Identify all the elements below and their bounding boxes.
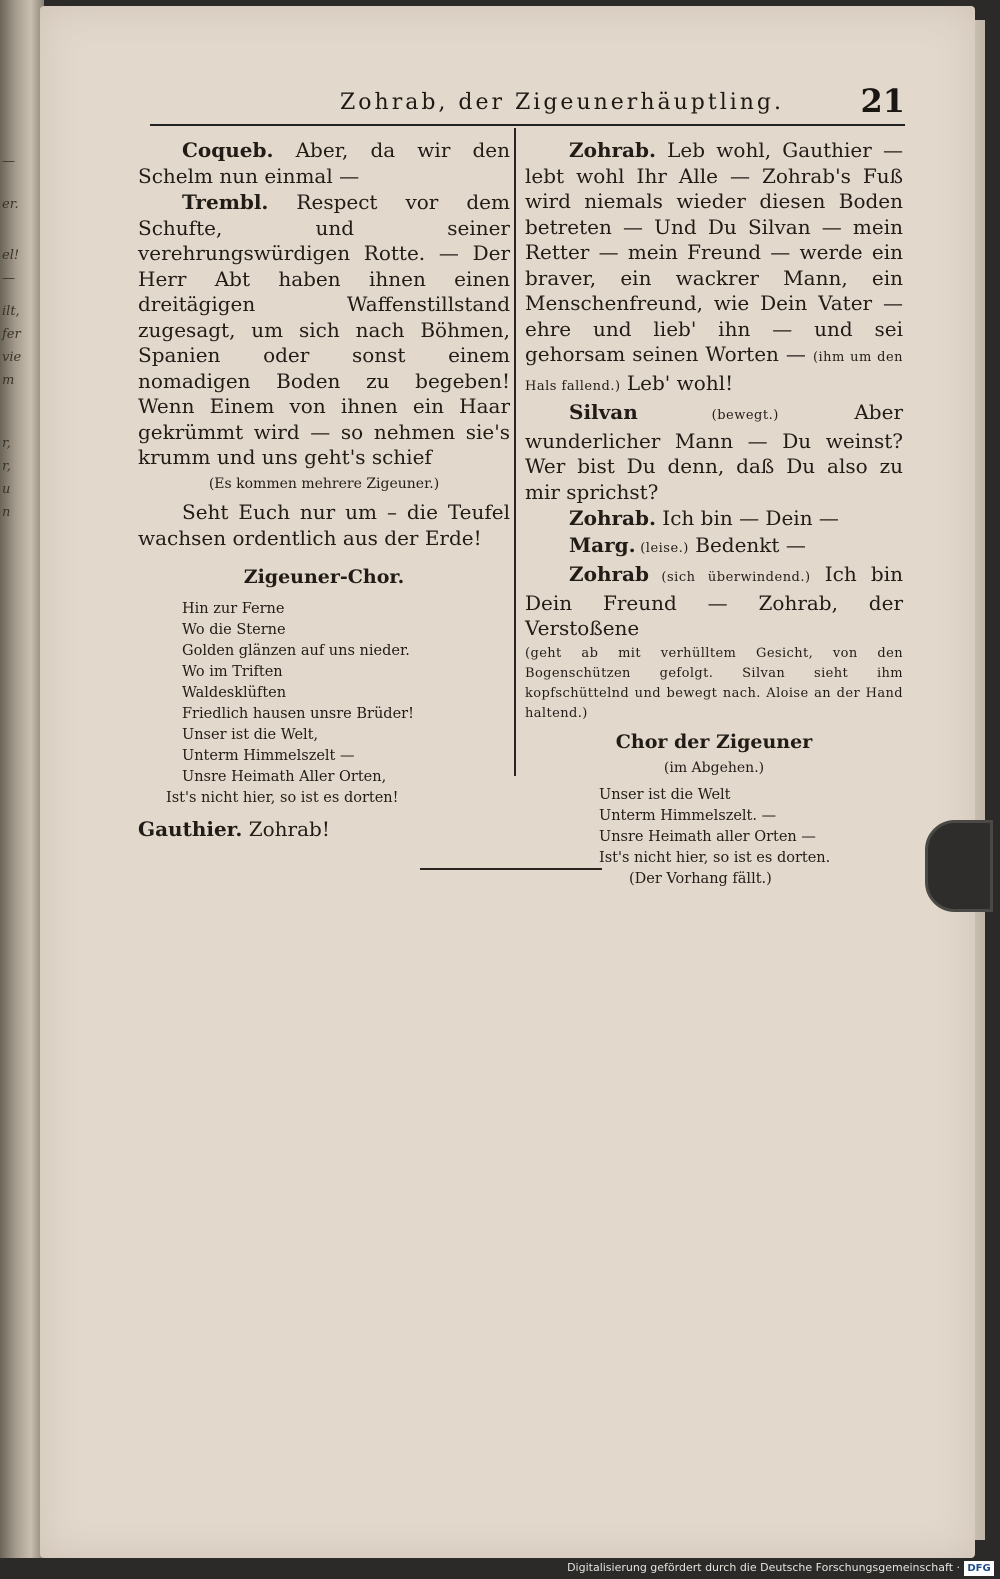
adjacent-page-fragments — [2, 150, 42, 524]
fragment: er. — [2, 197, 19, 212]
speaker-name: Silvan — [569, 400, 638, 424]
verse-line: Wo die Sterne — [182, 621, 286, 638]
stage-direction: (leise.) — [635, 540, 689, 556]
dialogue-zohrab — [525, 138, 903, 399]
fragment: fer — [2, 327, 21, 342]
dialogue-trembl — [138, 190, 510, 471]
verse-line: Unterm Himmelszelt. — — [599, 807, 777, 824]
stage-direction: (bewegt.) — [637, 408, 779, 423]
verse-line: Unsre Heimath Aller Orten, — [182, 768, 387, 785]
speaker-name: Marg. — [569, 532, 636, 557]
end-rule — [420, 868, 602, 870]
dialogue-zohrab-3 — [525, 562, 903, 642]
fragment: el! — [2, 248, 20, 263]
running-title: Zohrab, der Zigeunerhäuptling. — [340, 90, 785, 115]
fragment: r, — [2, 436, 11, 451]
fragment: n — [2, 505, 11, 520]
fragment: m — [2, 373, 15, 388]
chor-title: Chor der Zigeuner — [615, 730, 813, 753]
dialogue-text: Leb' wohl! — [620, 370, 734, 395]
curtain-direction: (Der Vorhang fällt.) — [629, 870, 772, 887]
fragment: u — [2, 482, 11, 497]
verse-line: Unterm Himmelszelt — — [182, 747, 355, 764]
fragment: — — [2, 154, 15, 169]
dialogue-zohrab-2 — [525, 506, 903, 532]
verse-line: Waldesklüften — [182, 684, 287, 701]
verse-line: Wo im Triften — [182, 663, 283, 680]
digitization-credit: Digitalisierung gefördert durch die Deutsche Forschungsgemeinschaft · — [567, 1561, 960, 1574]
verse-line: Golden glänzen auf uns nieder. — [182, 642, 410, 659]
fragment: vie — [2, 350, 22, 365]
adjacent-page-edge — [0, 0, 44, 1579]
dialogue-gauthier — [138, 817, 510, 843]
header-rule — [150, 124, 905, 126]
verse-line: Unsre Heimath aller Orten — — [599, 828, 816, 845]
song-verse — [138, 599, 510, 809]
stage-direction: (Es kommen mehrere Zigeuner.) — [208, 475, 440, 492]
verse-line: Ist's nicht hier, so ist es dorten. — [599, 849, 831, 866]
speaker-name: Zohrab. — [569, 506, 656, 530]
dialogue-continuation: Seht Euch nur um – die Teufel wachsen ordentlich aus der Erde! — [138, 500, 510, 550]
stage-direction-exit: (geht ab mit verhülltem Gesicht, von den Bogenschützen gefolgt. Silvan sieht ihm kopfschüttelnd und bewegt nach. Aloise an der Hand haltend.) — [525, 645, 903, 721]
chor-verse — [525, 785, 903, 890]
speaker-name: Trembl. — [182, 190, 269, 214]
verse-line: Hin zur Ferne — [182, 600, 285, 617]
dialogue-text: Bedenkt — — [688, 532, 806, 557]
dialogue-text: Zohrab! — [242, 816, 330, 841]
speaker-name: Gauthier. — [138, 816, 243, 841]
dfg-logo: DFG — [964, 1561, 994, 1576]
speaker-name: Zohrab. — [569, 138, 656, 162]
verse-line: Friedlich hausen unsre Brüder! — [182, 705, 414, 722]
chor-stage-direction: (im Abgehen.) — [663, 760, 765, 776]
stage-direction: (sich überwindend.) — [648, 570, 811, 585]
fragment: — — [2, 271, 15, 286]
dialogue-text: Ich bin — Dein — — [655, 506, 839, 530]
dialogue-text: Ich bin Dein Freund — Zohrab, der Verstoßene — [525, 562, 903, 640]
song-title: Zigeuner-Chor. — [243, 566, 405, 588]
right-column — [525, 138, 903, 890]
dialogue-text: Respect vor dem Schufte, und seiner verehrungswürdigen Rotte. — Der Herr Abt haben ihnen einen dreitägigen Waffenstillstand zugesagt, um sich nach Böhmen, Spanien oder sonst einem nomadigen Boden zu begeben! Wenn Einem von ihnen ein Haar gekrümmt wird — so nehmen sie's krumm und uns geht's schief — [138, 190, 510, 469]
fragment: ilt, — [2, 304, 20, 319]
verse-line: Ist's nicht hier, so ist es dorten! — [166, 789, 399, 806]
dialogue-marg — [525, 533, 903, 562]
verse-line: Unser ist die Welt — [599, 786, 731, 803]
column-divider — [514, 128, 516, 776]
fragment: r, — [2, 459, 11, 474]
page-clip — [925, 820, 993, 912]
dialogue-text: Aber wunderlicher Mann — Du weinst? Wer bist Du denn, daß Du also zu mir sprichst? — [525, 400, 903, 504]
dialogue-silvan — [525, 400, 903, 505]
speaker-name: Zohrab — [569, 562, 649, 586]
dialogue-text: Leb wohl, Gauthier — lebt wohl Ihr Alle — Zohrab's Fuß wird niemals wieder diesen Boden betreten — Und Du Silvan — mein Retter — mein Freund — werde ein braver, ein wackrer Mann, ein Menschenfreund, wie Dein Vater — ehre und lieb' ihn — und sei gehorsam seinen Worten — — [525, 138, 903, 366]
page-header — [150, 82, 905, 126]
dialogue-text: Aber, da wir den Schelm nun einmal — — [138, 138, 510, 188]
dialogue-coqueb — [138, 138, 510, 189]
verse-line: Unser ist die Welt, — [182, 726, 319, 743]
page-number: 21 — [860, 82, 905, 120]
speaker-name: Coqueb. — [182, 138, 274, 162]
left-column — [138, 138, 510, 843]
stage-direction: (ihm um den Hals fallend.) — [525, 350, 904, 394]
